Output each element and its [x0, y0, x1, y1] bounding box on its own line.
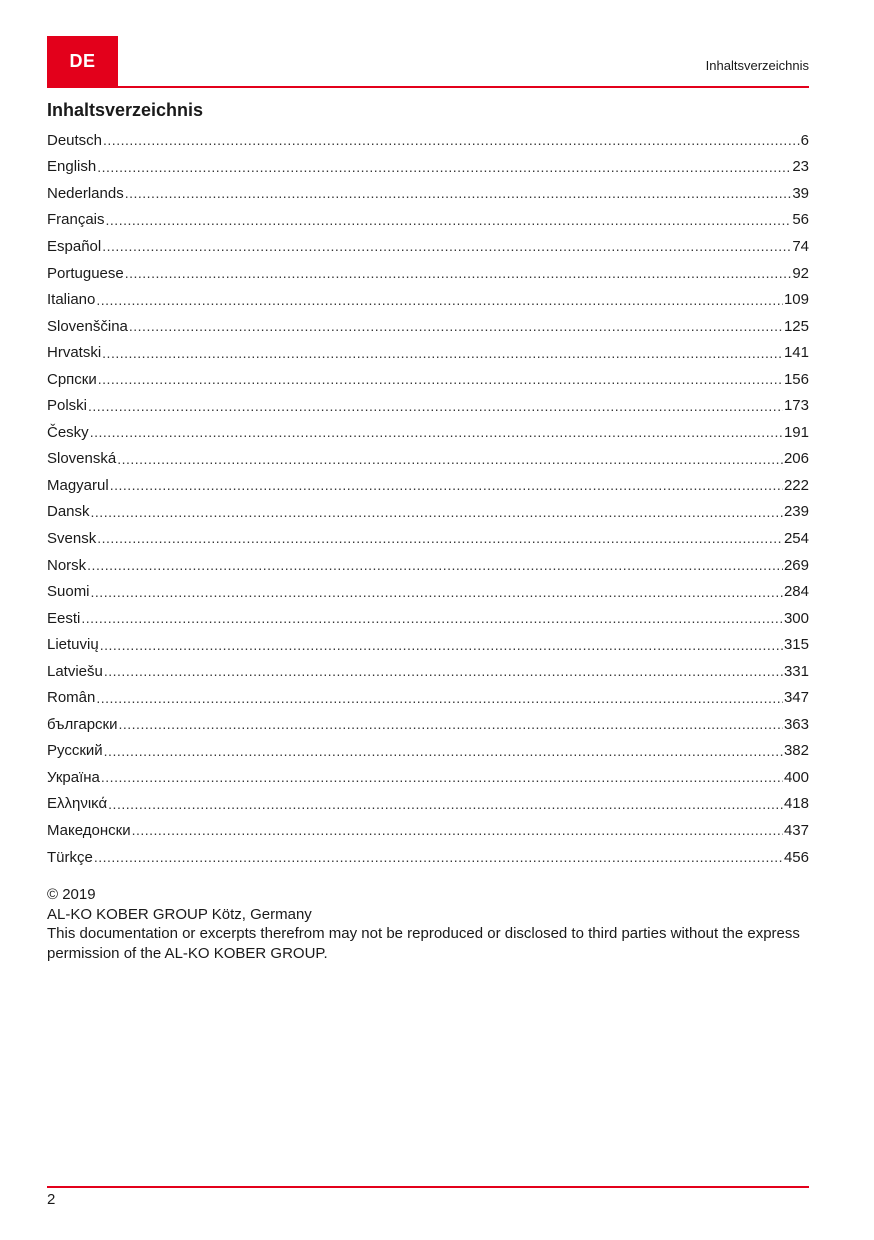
toc-entry[interactable] [47, 233, 809, 260]
toc-entry-page: 222 [783, 476, 809, 494]
toc-dot-leader [101, 769, 783, 785]
toc-entry-page: 125 [783, 317, 809, 335]
toc-entry-label: Česky [47, 423, 89, 441]
toc-dot-leader [102, 238, 791, 254]
toc-list [47, 127, 809, 870]
toc-dot-leader [88, 398, 783, 414]
toc-entry-label: Македонски [47, 821, 131, 839]
toc-entry-page: 109 [783, 291, 809, 309]
toc-dot-leader [91, 504, 783, 520]
language-badge: DE [47, 36, 118, 87]
toc-entry[interactable] [47, 313, 809, 340]
header-title: Inhaltsverzeichnis [705, 58, 809, 73]
toc-entry-page: 418 [783, 795, 809, 813]
toc-entry-page: 92 [792, 264, 809, 282]
toc-entry-label: Русский [47, 742, 103, 760]
toc-entry-page: 23 [792, 158, 809, 176]
toc-entry-label: Српски [47, 370, 97, 388]
toc-entry[interactable] [47, 499, 809, 526]
toc-dot-leader [96, 690, 783, 706]
toc-entry-label: Ελληνικά [47, 795, 108, 813]
toc-dot-leader [97, 159, 791, 175]
toc-entry-label: Latviešu [47, 662, 103, 680]
toc-entry[interactable] [47, 738, 809, 765]
toc-entry-label: Eesti [47, 609, 81, 627]
toc-entry-page: 254 [783, 529, 809, 547]
header-divider [47, 86, 809, 88]
toc-entry-page: 191 [783, 423, 809, 441]
toc-dot-leader [102, 345, 783, 361]
toc-entry[interactable] [47, 578, 809, 605]
toc-entry-label: English [47, 158, 97, 176]
toc-entry[interactable] [47, 446, 809, 473]
toc-entry-label: Español [47, 237, 102, 255]
toc-entry-label: Français [47, 211, 105, 229]
toc-dot-leader [97, 530, 783, 546]
toc-dot-leader [117, 451, 783, 467]
toc-entry[interactable] [47, 286, 809, 313]
toc-entry-label: Polski [47, 397, 88, 415]
toc-entry-label: Slovenská [47, 450, 117, 468]
toc-entry-label: Україна [47, 768, 100, 786]
toc-entry[interactable] [47, 791, 809, 818]
toc-entry-page: 315 [783, 636, 809, 654]
toc-entry-page: 6 [800, 131, 809, 149]
toc-entry-page: 39 [792, 184, 809, 202]
toc-entry-label: Deutsch [47, 131, 103, 149]
toc-entry-page: 437 [783, 821, 809, 839]
toc-entry[interactable] [47, 127, 809, 154]
toc-entry[interactable] [47, 154, 809, 181]
toc-entry-page: 156 [783, 370, 809, 388]
toc-dot-leader [108, 796, 783, 812]
toc-entry[interactable] [47, 817, 809, 844]
toc-entry-page: 269 [783, 556, 809, 574]
toc-entry[interactable] [47, 419, 809, 446]
toc-entry[interactable] [47, 711, 809, 738]
toc-entry-page: 206 [783, 450, 809, 468]
toc-entry-label: Magyarul [47, 476, 109, 494]
toc-dot-leader [100, 637, 783, 653]
toc-entry-label: Svensk [47, 529, 97, 547]
toc-entry-page: 74 [792, 237, 809, 255]
copyright-text: © 2019 [47, 886, 96, 903]
toc-dot-leader [119, 716, 783, 732]
toc-entry[interactable] [47, 764, 809, 791]
toc-entry-page: 331 [783, 662, 809, 680]
toc-entry-page: 141 [783, 344, 809, 362]
toc-entry-label: Italiano [47, 291, 96, 309]
toc-entry-label: Nederlands [47, 184, 124, 202]
toc-entry-label: Portuguese [47, 264, 124, 282]
toc-entry-label: български [47, 715, 118, 733]
toc-dot-leader [106, 212, 792, 228]
toc-entry[interactable] [47, 392, 809, 419]
toc-heading: Inhaltsverzeichnis [47, 100, 204, 120]
toc-entry-label: Dansk [47, 503, 90, 521]
toc-dot-leader [125, 265, 792, 281]
toc-entry[interactable] [47, 525, 809, 552]
toc-entry-page: 56 [792, 211, 809, 229]
toc-dot-leader [103, 132, 800, 148]
toc-entry-page: 400 [783, 768, 809, 786]
toc-entry[interactable] [47, 605, 809, 632]
toc-entry[interactable] [47, 207, 809, 234]
toc-entry-page: 300 [783, 609, 809, 627]
footer-divider [47, 1186, 809, 1188]
toc-dot-leader [125, 185, 792, 201]
toc-dot-leader [81, 610, 783, 626]
toc-dot-leader [91, 584, 783, 600]
toc-entry-page: 173 [783, 397, 809, 415]
company-text: AL-KO KOBER GROUP Kötz, Germany [47, 905, 312, 923]
toc-entry[interactable] [47, 180, 809, 207]
toc-dot-leader [129, 318, 783, 334]
toc-entry-label: Türkçe [47, 848, 93, 866]
toc-entry-page: 284 [783, 583, 809, 601]
toc-dot-leader [104, 743, 783, 759]
toc-entry-label: Slovenščina [47, 317, 128, 335]
footer-block [47, 885, 817, 963]
toc-entry-label: Hrvatski [47, 344, 102, 362]
toc-entry-page: 456 [783, 848, 809, 866]
toc-entry[interactable] [47, 339, 809, 366]
toc-entry[interactable] [47, 844, 809, 871]
toc-dot-leader [96, 292, 783, 308]
toc-entry-page: 363 [783, 715, 809, 733]
toc-dot-leader [94, 849, 783, 865]
legal-notice: This documentation or excerpts therefrom may not be reproduced or disclosed to third parties without the express permission of the AL-KO KOBER GROUP. [47, 925, 800, 962]
toc-entry-label: Norsk [47, 556, 87, 574]
toc-entry[interactable] [47, 472, 809, 499]
toc-entry-label: Suomi [47, 583, 90, 601]
page-number: 2 [47, 1191, 56, 1208]
toc-entry[interactable] [47, 260, 809, 287]
toc-entry-label: Lietuvių [47, 636, 99, 654]
toc-dot-leader [110, 477, 783, 493]
toc-entry[interactable] [47, 684, 809, 711]
toc-dot-leader [87, 557, 783, 573]
toc-dot-leader [98, 371, 783, 387]
toc-entry-page: 239 [783, 503, 809, 521]
toc-dot-leader [132, 822, 783, 838]
toc-entry-page: 382 [783, 742, 809, 760]
toc-entry[interactable] [47, 658, 809, 685]
toc-entry[interactable] [47, 631, 809, 658]
toc-dot-leader [104, 663, 783, 679]
toc-entry-page: 347 [783, 689, 809, 707]
toc-entry[interactable] [47, 366, 809, 393]
toc-entry-label: Român [47, 689, 96, 707]
toc-dot-leader [90, 424, 783, 440]
toc-entry[interactable] [47, 552, 809, 579]
